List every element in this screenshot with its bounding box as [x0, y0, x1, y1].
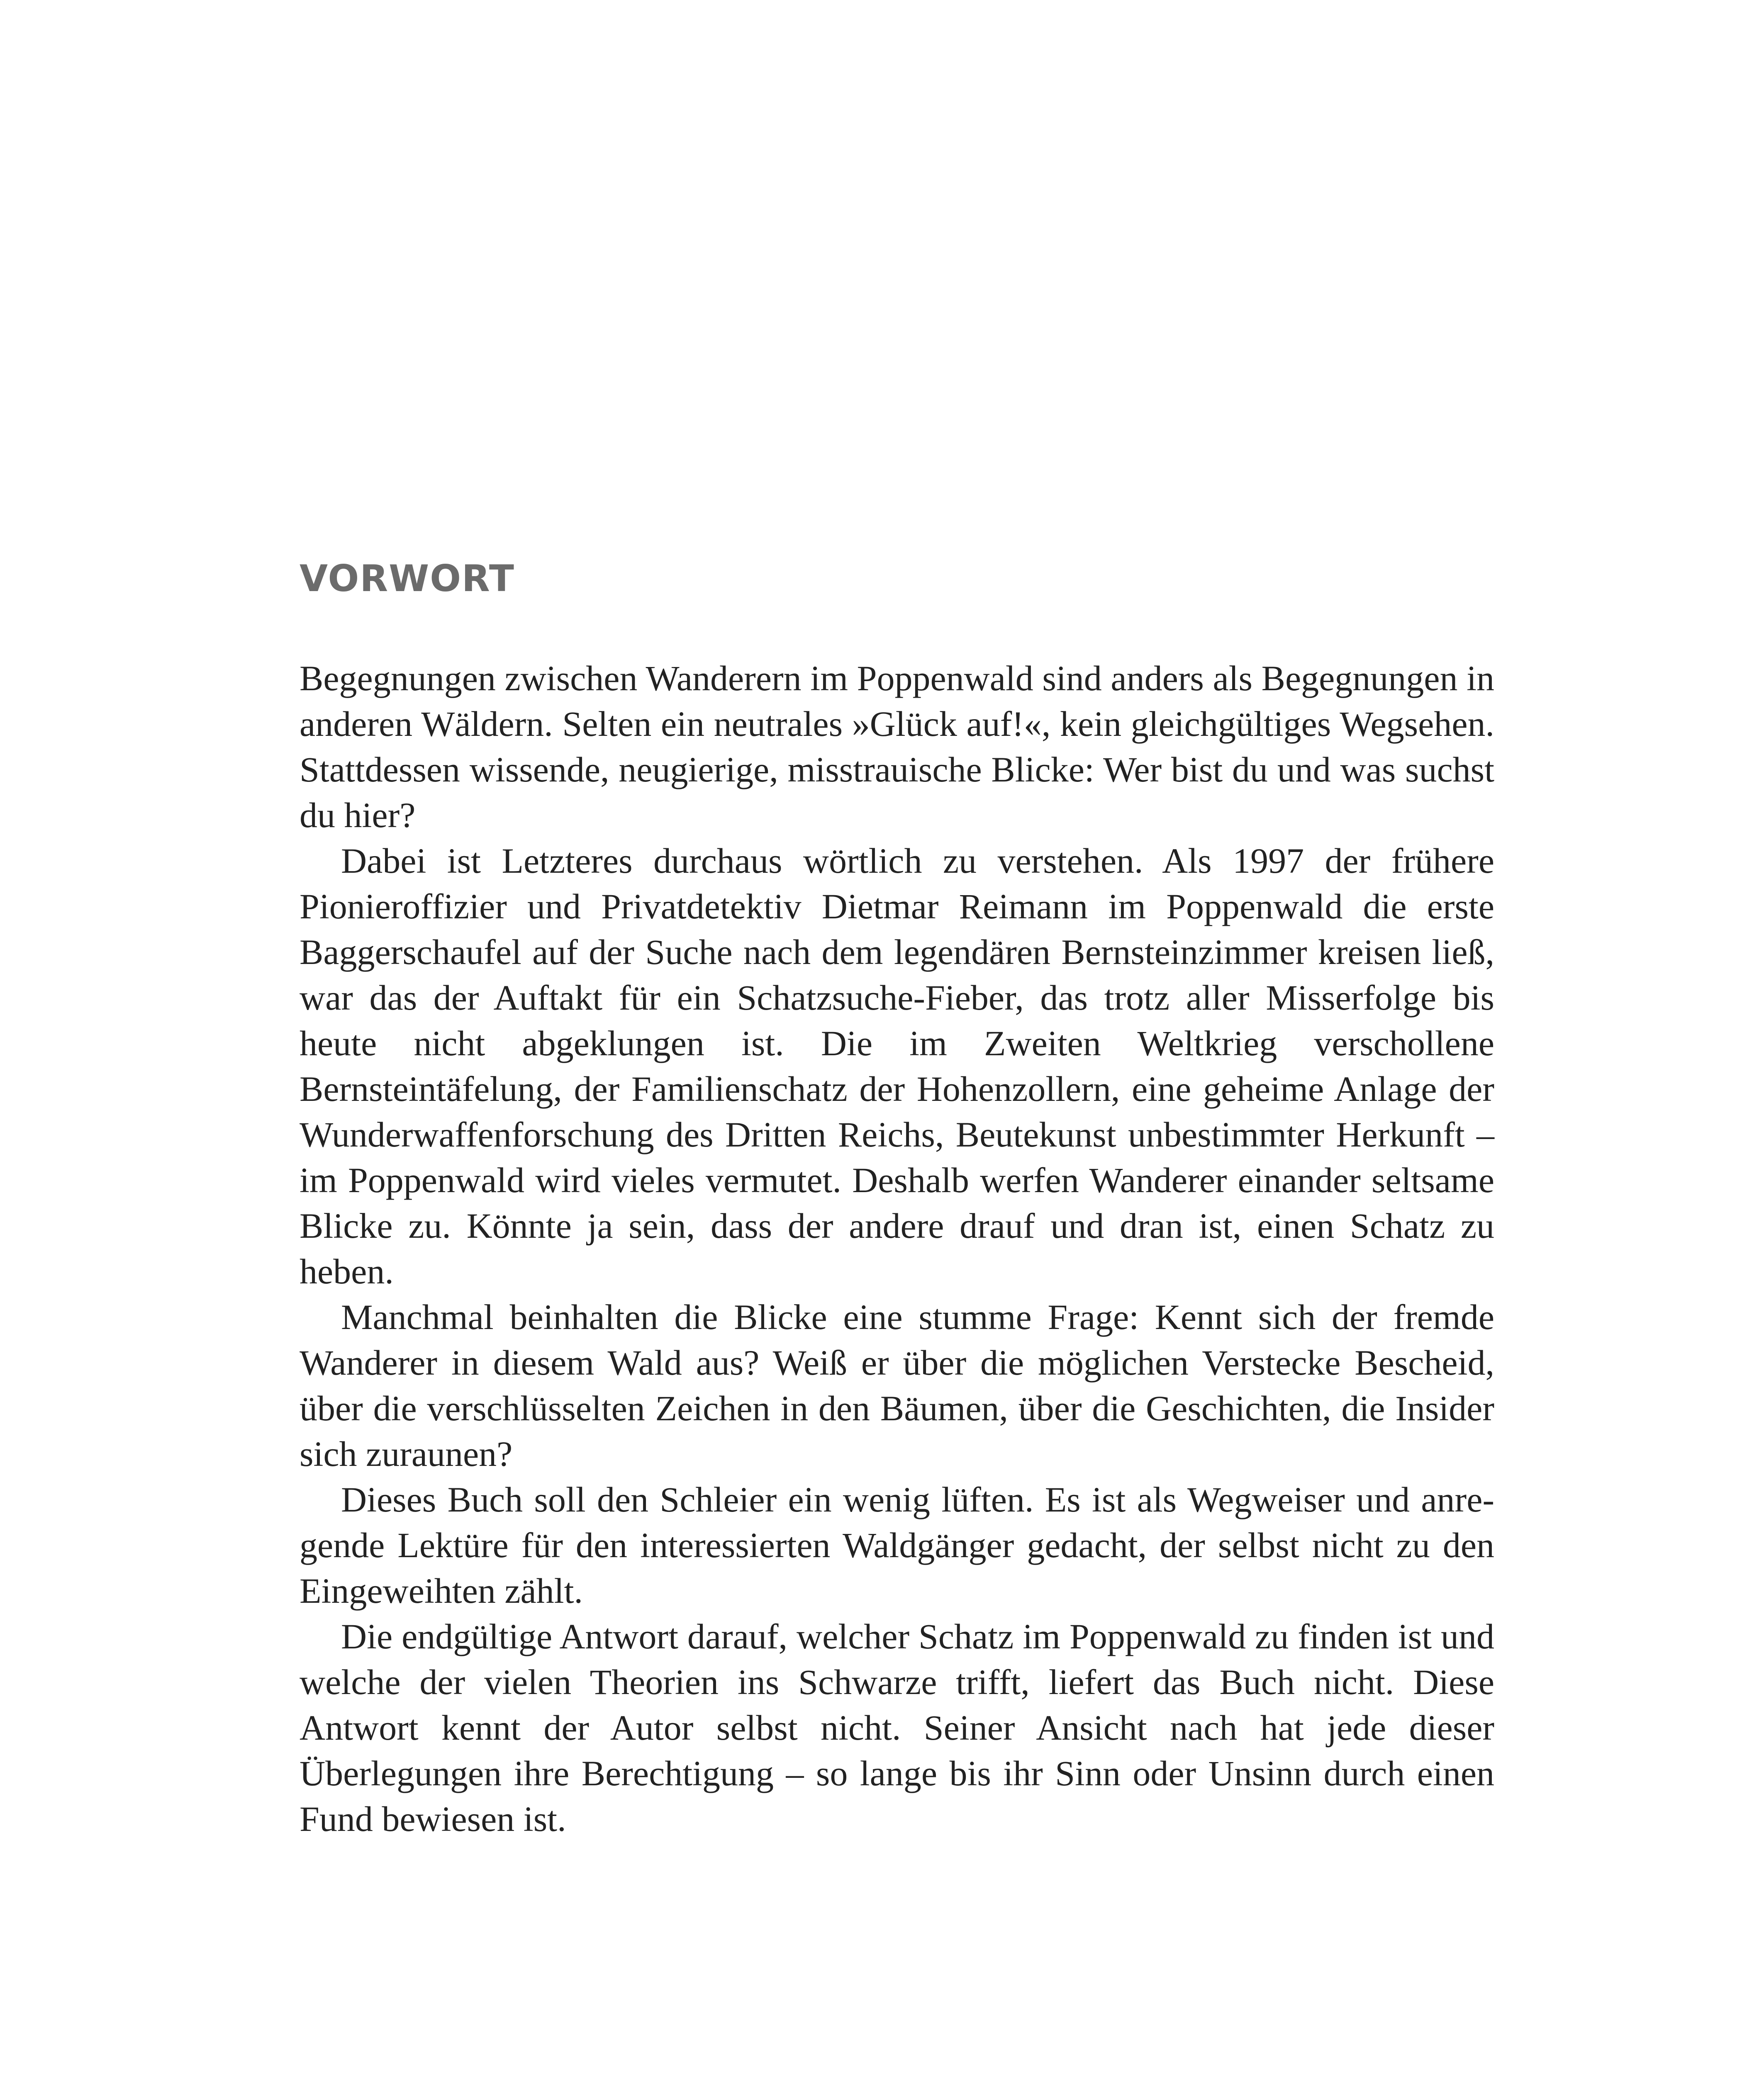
paragraph: Dieses Buch soll den Schleier ein wenig lüften. Es ist als Wegweiser und anregende Lektüre für den interessierten Waldgänger gedacht, der selbst nicht zu den Eingeweihten zählt. [300, 1480, 1494, 1611]
paragraph: Die endgültige Antwort darauf, welcher Schatz im Poppenwald zu finden ist und welche der vielen Theorien ins Schwarze trifft, liefert das Buch nicht. Diese Antwort kennt der Autor selbst nicht. Seiner Ansicht nach hat jede dieser Überlegungen ihre Berechtigung – so lange bis ihr Sinn oder Unsinn durch einen Fund bewiesen ist. [300, 1616, 1494, 1839]
paragraph: Dabei ist Letzteres durchaus wörtlich zu verstehen. Als 1997 der frühere Pionieroffizier und Privatdetektiv Dietmar Reimann im Poppenwald die erste Baggerschaufel auf der Suche nach dem legendären Bernsteinzimmer kreisen ließ, war das der Auftakt für ein Schatzsuche-Fieber, das trotz aller Misserfolge bis heute nicht abgeklungen ist. Die im Zweiten Weltkrieg verschollene Bernsteintäfelung, der Familienschatz der Hohenzollern, eine geheime Anlage der Wunderwaffenforschung des Dritten Reichs, Beutekunst unbestimmter Herkunft – im Poppenwald wird vieles vermutet. Deshalb werfen Wanderer einander seltsame Blicke zu. Könnte ja sein, dass der andere drauf und dran ist, einen Schatz zu heben. [300, 841, 1494, 1291]
chapter-heading: VORWORT [300, 557, 515, 600]
paragraph: Begegnungen zwischen Wanderern im Poppenwald sind anders als Begegnungen in anderen Wäldern. Selten ein neutrales »Glück auf!«, kein gleichgültiges Wegsehen. Stattdessen wissende, neugierige, misstrauische Blicke: Wer bist du und was suchst du hier? [300, 658, 1494, 835]
paragraph: Manchmal beinhalten die Blicke eine stumme Frage: Kennt sich der fremde Wanderer in diesem Wald aus? Weiß er über die möglichen Verstecke Bescheid, über die verschlüsselten Zeichen in den Bäumen, über die Geschichten, die Insider sich zuraunen? [300, 1297, 1494, 1474]
chapter-body [300, 655, 1494, 1842]
